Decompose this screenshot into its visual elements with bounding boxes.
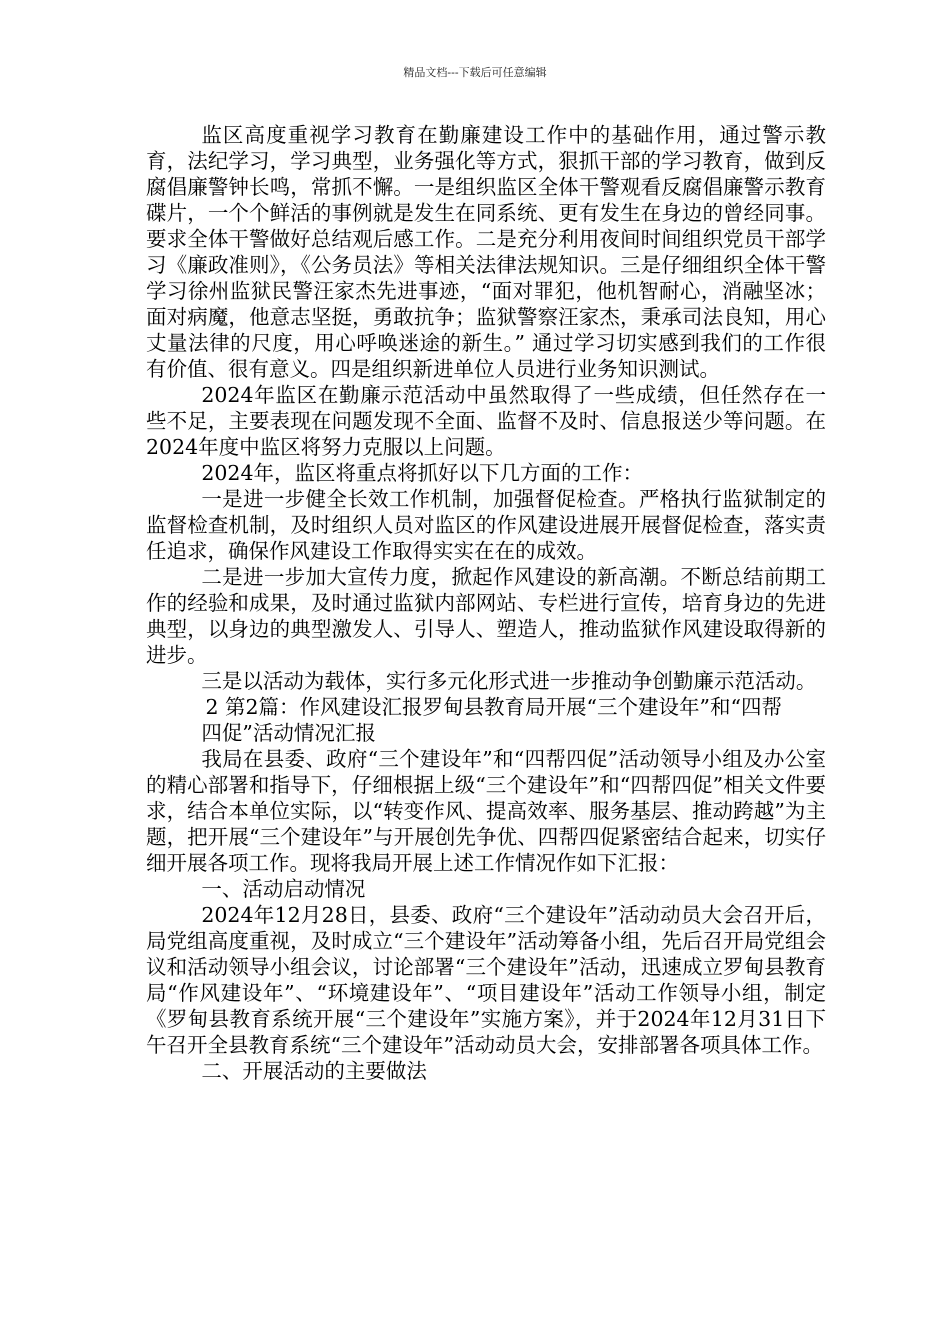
subheading-main-practices: 二、开展活动的主要做法 (201, 1059, 427, 1083)
page-header (0, 66, 950, 80)
header-text: 精品文档---下载后可任意编辑 (403, 66, 547, 79)
paragraph-bureau-intro: 我局在县委、政府“三个建设年”和“四帮四促”活动领导小组及办公室的精心部署和指导下，仔细根据上级“三个建设年”和“四帮四促”相关文件要求，结合本单位实际，以“转变作风、提高效率、服务基层、推动跨越”为主题，把开展“三个建设年”与开展创先争优、四帮四促紧密结合起来，切实仔细开展各项工作。现将我局开展上述工作情况作如下汇报： (146, 747, 826, 875)
paragraph-study-education: 监区高度重视学习教育在勤廉建设工作中的基础作用，通过警示教育，法纪学习，学习典型，业务强化等方式，狠抓干部的学习教育，做到反腐倡廉警钟长鸣，常抓不懈。一是组织监区全体干警观看反腐倡廉警示教育碟片，一个个鲜活的事例就是发生在同系统、更有发生在身边的曾经同事。要求全体干警做好总结观后感工作。二是充分利用夜间时间组织党员干部学习《廉政准则》，《公务员法》等相关法律法规知识。三是仔细组织全体干警学习徐州监狱民警汪家杰先进事迹，“面对罪犯，他机智耐心，消融坚冰；面对病魔，他意志坚挺，勇敢抗争；监狱警察汪家杰，秉承司法良知，用心丈量法律的尺度，用心呼唤迷途的新生。” 通过学习切实感到我们的工作很有价值、很有意义。四是组织新进单位人员进行业务知识测试。 (146, 123, 826, 381)
paragraph-priority-two: 二是进一步加大宣传力度，掀起作风建设的新高潮。不断总结前期工作的经验和成果，及时通过监狱内部网站、专栏进行宣传，培育身边的先进典型，以身边的典型激发人、引导人、塑造人，推动监狱作风建设取得新的进步。 (146, 565, 826, 667)
subheading-launch: 一、活动启动情况 (201, 877, 366, 901)
section-title-continued: 四促”活动情况汇报 (201, 721, 376, 745)
paragraph-priority-one: 一是进一步健全长效工作机制，加强督促检查。严格执行监狱制定的监督检查机制，及时组织人员对监区的作风建设进展开展督促检查，落实责任追求，确保作风建设工作取得实实在在的成效。 (146, 487, 826, 563)
paragraph-priority-three: 三是以活动为载体，实行多元化形式进一步推动争创勤廉示范活动。 (201, 669, 817, 693)
section-title: 2 第2篇：作风建设汇报罗甸县教育局开展“三个建设年”和“四帮 (205, 695, 782, 719)
document-body (146, 122, 826, 1084)
paragraph-priorities-intro: 2024年，监区将重点将抓好以下几方面的工作： (201, 461, 644, 485)
paragraph-launch-details: 2024年12月28日，县委、政府“三个建设年”活动动员大会召开后，局党组高度重视，及时成立“三个建设年”活动筹备小组，先后召开局党组会议和活动领导小组会议，讨论部署“三个建设年”活动，迅速成立罗甸县教育局“作风建设年”、“环境建设年”、“项目建设年”活动工作领导小组，制定《罗甸县教育系统开展“三个建设年”实施方案》，并于2024年12月31日下午召开全县教育系统“三个建设年”活动动员大会，安排部署各项具体工作。 (146, 903, 826, 1057)
paragraph-shortcomings: 2024年监区在勤廉示范活动中虽然取得了一些成绩，但任然存在一些不足，主要表现在问题发现不全面、监督不及时、信息报送少等问题。在2024年度中监区将努力克服以上问题。 (146, 383, 826, 459)
